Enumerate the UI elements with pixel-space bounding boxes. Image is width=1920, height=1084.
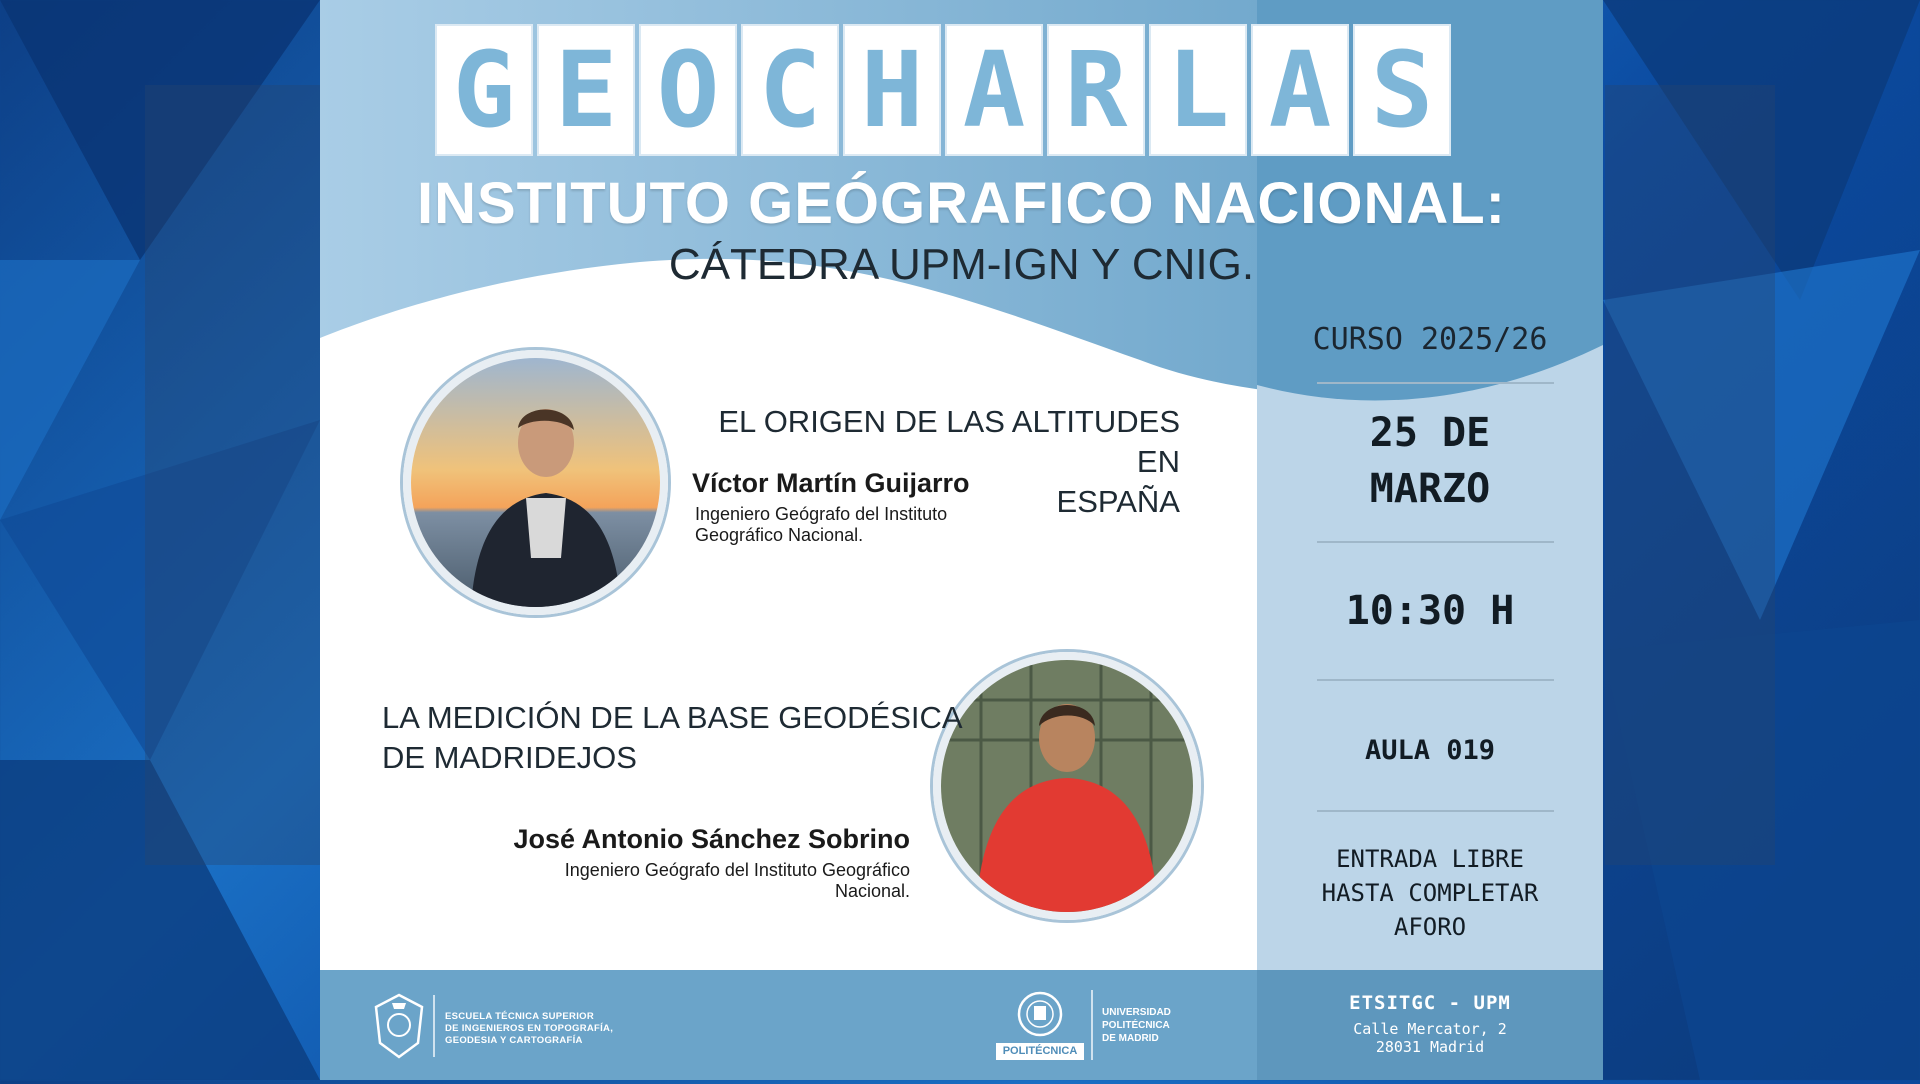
school-name xyxy=(445,1011,613,1047)
role-line: Ingeniero Geógrafo del Instituto xyxy=(695,504,948,524)
event-title xyxy=(435,24,1451,156)
school-line: GEODESIA Y CARTOGRAFÍA xyxy=(445,1035,583,1046)
entry-info xyxy=(1257,842,1603,944)
university-name xyxy=(1102,1006,1171,1045)
poster xyxy=(320,0,1603,1080)
school-line: DE INGENIEROS EN TOPOGRAFÍA, xyxy=(445,1023,614,1034)
entry-line: HASTA COMPLETAR xyxy=(1321,879,1539,907)
entry-line: AFORO xyxy=(1393,913,1467,941)
divider xyxy=(1317,679,1554,681)
event-room: AULA 019 xyxy=(1364,735,1496,766)
title-letter: C xyxy=(741,24,839,156)
uni-line: POLITÉCNICA xyxy=(1102,1020,1170,1031)
event-subtitle: INSTITUTO GEÓGRAFICO NACIONAL: xyxy=(416,171,1506,236)
university-crest-icon xyxy=(1016,990,1064,1040)
title-letter: H xyxy=(843,24,941,156)
divider xyxy=(1317,541,1554,543)
role-line: Nacional. xyxy=(834,881,910,901)
title-letter: E xyxy=(537,24,635,156)
talk-title-line: DE MADRIDEJOS xyxy=(382,740,637,775)
background-panel-left xyxy=(145,85,320,865)
school-line: ESCUELA TÉCNICA SUPERIOR xyxy=(445,1011,595,1022)
title-letter: A xyxy=(1251,24,1349,156)
background-panel-right xyxy=(1605,85,1775,865)
course-label: CURSO 2025/26 xyxy=(1312,322,1548,357)
talk-title-line: EL ORIGEN DE LAS ALTITUDES EN xyxy=(718,404,1180,479)
divider xyxy=(1317,382,1554,384)
event-subtitle-secondary: CÁTEDRA UPM-IGN Y CNIG. xyxy=(668,240,1255,289)
talk-title-line: ESPAÑA xyxy=(1056,484,1180,519)
title-letter: R xyxy=(1047,24,1145,156)
title-letter: L xyxy=(1149,24,1247,156)
title-letter: A xyxy=(945,24,1043,156)
speaker-photo-victor xyxy=(403,350,668,615)
footer-separator xyxy=(433,995,435,1057)
talk2-title xyxy=(382,698,1002,778)
divider xyxy=(1317,810,1554,812)
speaker2-role xyxy=(470,860,910,902)
footer-separator xyxy=(1091,990,1093,1060)
role-line: Ingeniero Geógrafo del Instituto Geográfico xyxy=(564,860,910,880)
venue-street: Calle Mercator, 2 xyxy=(1353,1020,1507,1038)
event-time: 10:30 H xyxy=(1345,588,1515,634)
title-letter: G xyxy=(435,24,533,156)
uni-line: DE MADRID xyxy=(1102,1033,1159,1044)
event-date xyxy=(1257,405,1603,517)
speaker2-name: José Antonio Sánchez Sobrino xyxy=(513,824,910,854)
school-crest-icon xyxy=(372,993,426,1059)
speaker1-name: Víctor Martín Guijarro xyxy=(692,468,970,498)
date-month: MARZO xyxy=(1369,466,1491,512)
venue-info xyxy=(1257,992,1603,1056)
entry-line: ENTRADA LIBRE xyxy=(1336,845,1524,873)
venue-city: 28031 Madrid xyxy=(1375,1038,1485,1056)
title-letter: O xyxy=(639,24,737,156)
venue-name: ETSITGC - UPM xyxy=(1349,992,1511,1014)
speaker-photo-jose xyxy=(933,652,1201,920)
university-brand: POLITÉCNICA xyxy=(996,1043,1084,1060)
uni-line: UNIVERSIDAD xyxy=(1102,1007,1171,1018)
role-line: Geográfico Nacional. xyxy=(695,525,864,545)
speaker1-role xyxy=(695,504,1015,546)
talk-title-line: LA MEDICIÓN DE LA BASE GEODÉSICA xyxy=(382,700,963,735)
speaker-photo-image xyxy=(411,358,660,607)
date-day: 25 DE xyxy=(1369,410,1491,456)
title-letter: S xyxy=(1353,24,1451,156)
